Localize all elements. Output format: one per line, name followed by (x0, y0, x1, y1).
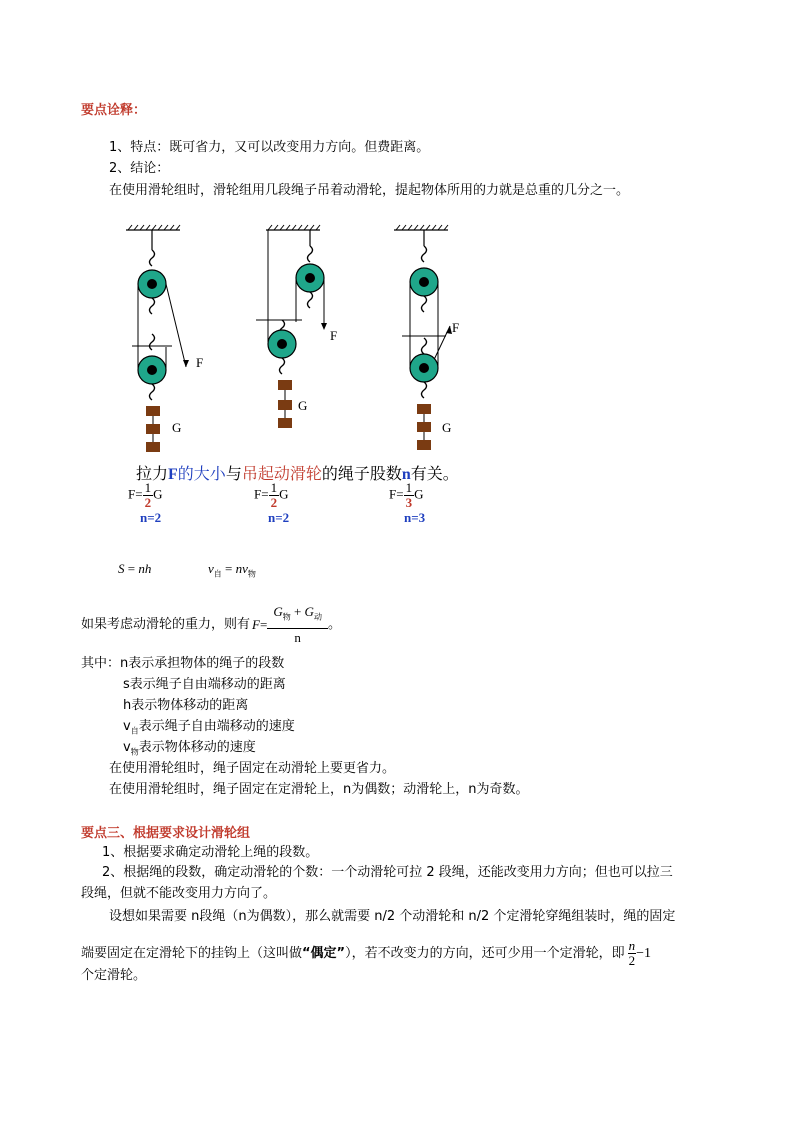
step-2-line2: 段绳，但就不能改变用力方向了。 (81, 886, 277, 901)
svg-text:G: G (172, 420, 182, 435)
definition-v-object: $v_物$表示物体移动的速度 (123, 740, 256, 757)
note-parity: 在使用滑轮组时，绳子固定在定滑轮上，n为偶数；动滑轮上，n为奇数。 (109, 782, 529, 797)
pulley-diagram-3 (394, 225, 459, 450)
weight-formula-line: 如果考虑动滑轮的重力，则有 F = $\frac{G_物 + G_动}{n}$ 。 (81, 604, 341, 645)
step-3-line2: 端要固定在定滑轮下的挂钩上（这叫做 “偶定” ），若不改变力的方向，还可少用一个定滑轮，即 $\frac{n}{2}$ −1 (81, 938, 652, 968)
formula-2: F= $\frac{1}{2}$ G (254, 480, 289, 510)
step-3-line1: 设想如果需要 n段绳（n为偶数），那么就需要 n/2 个动滑轮和 n/2 个定滑轮穿绳组装时，绳的固定 (109, 909, 676, 924)
speed-equation: $v_自 = nv_物$ (208, 561, 256, 579)
n-value-1: n=2 (140, 510, 162, 525)
svg-text:F: F (196, 355, 204, 370)
step-3-line3: 个定滑轮。 (81, 968, 147, 983)
step-1: 1、根据要求确定动滑轮上绳的段数。 (102, 845, 319, 860)
svg-text:F: F (330, 328, 338, 343)
n-value-2: n=2 (268, 510, 290, 525)
feature-line: 1、特点：既可省力，又可以改变用力方向。但费距离。 (109, 140, 430, 155)
section-three-heading: 要点三、根据要求设计滑轮组 (81, 826, 251, 841)
definition-s: s表示绳子自由端移动的距离 (123, 677, 286, 692)
pulley-diagram-1 (126, 225, 203, 452)
svg-text:G: G (442, 420, 452, 435)
pulley-diagrams (110, 222, 480, 462)
definition-v-free: $v_自$表示绳子自由端移动的速度 (123, 719, 295, 736)
pulley-diagram-2 (256, 225, 337, 428)
formula-3: F= $\frac{1}{3}$ G (389, 480, 424, 510)
formula-1: F= $\frac{1}{2}$ G (128, 480, 163, 510)
conclusion-label: 2、结论： (109, 161, 170, 176)
definition-n: 其中：n表示承担物体的绳子的段数 (81, 656, 285, 671)
conclusion-text: 在使用滑轮组时，滑轮组用几段绳子吊着动滑轮，提起物体所用的力就是总重的几分之一。 (109, 183, 630, 198)
section-heading: 要点诠释： (81, 103, 147, 118)
distance-equation: S = nh (118, 561, 152, 576)
svg-text:G: G (298, 398, 308, 413)
svg-text:F: F (452, 320, 460, 335)
step-2-line1: 2、根据绳的段数，确定动滑轮的个数：一个动滑轮可拉 2 段绳，还能改变用力方向；但也可以拉三 (102, 865, 673, 880)
n-value-3: n=3 (404, 510, 426, 525)
definition-h: h表示物体移动的距离 (123, 698, 249, 713)
pulley-caption: 拉力F的大小与吊起动滑轮的绳子股数n有关。 (136, 466, 459, 483)
note-movable: 在使用滑轮组时，绳子固定在动滑轮上要更省力。 (109, 761, 396, 776)
